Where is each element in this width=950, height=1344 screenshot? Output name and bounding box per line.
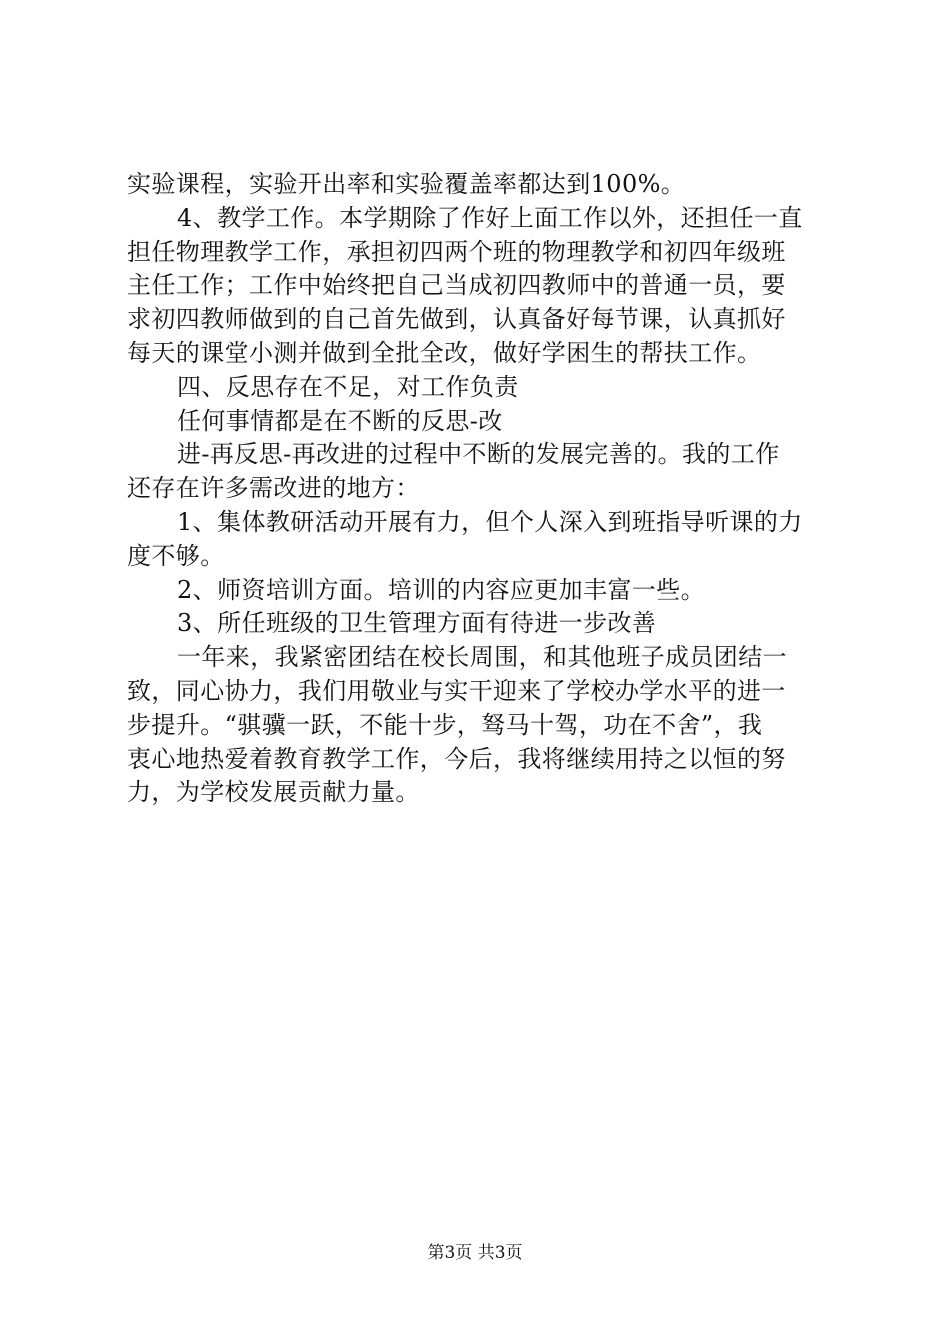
- body-line: 衷心地热爱着教育教学工作，今后，我将继续用持之以恒的努: [127, 744, 786, 773]
- body-line: 求初四教师做到的自己首先做到，认真备好每节课，认真抓好: [127, 305, 786, 334]
- body-line: 1、集体教研活动开展有力，但个人深入到班指导听课的力: [177, 507, 803, 536]
- section-heading: 四、反思存在不足，对工作负责: [177, 372, 519, 401]
- body-line: 担任物理教学工作，承担初四两个班的物理教学和初四年级班: [127, 237, 786, 266]
- body-line: 步提升。“骐骥一跃，不能十步，驽马十驾，功在不舍”，我: [127, 710, 763, 739]
- page-number-footer: 第3页 共3页: [427, 1243, 523, 1263]
- body-line: 3、所任班级的卫生管理方面有待进一步改善: [177, 609, 657, 638]
- document-body: [127, 168, 827, 810]
- body-line: 度不够。: [127, 541, 225, 570]
- body-line: 每天的课堂小测并做到全批全改，做好学困生的帮扶工作。: [127, 338, 762, 367]
- body-line: 致，同心协力，我们用敬业与实干迎来了学校办学水平的进一: [127, 676, 786, 705]
- body-line: 主任工作；工作中始终把自己当成初四教师中的普通一员，要: [127, 271, 786, 300]
- body-line: 进-再反思-再改进的过程中不断的发展完善的。我的工作: [177, 440, 780, 469]
- body-line: 实验课程，实验开出率和实验覆盖率都达到100%。: [127, 170, 686, 198]
- body-line: 2、师资培训方面。培训的内容应更加丰富一些。: [177, 575, 706, 604]
- body-line: 一年来，我紧密团结在校长周围，和其他班子成员团结一: [177, 643, 787, 672]
- body-line: 任何事情都是在不断的反思-改: [177, 406, 503, 435]
- body-line: 4、教学工作。本学期除了作好上面工作以外，还担任一直: [177, 203, 803, 232]
- body-line: 力，为学校发展贡献力量。: [127, 778, 420, 807]
- body-line: 还存在许多需改进的地方：: [127, 474, 420, 503]
